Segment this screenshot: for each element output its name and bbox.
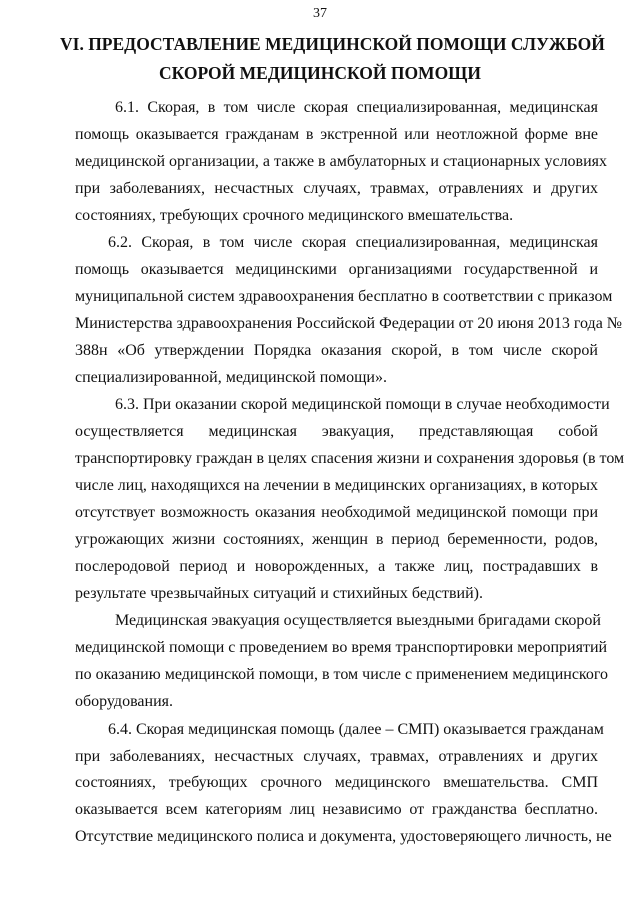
text-line: 6.2. Скорая, в том числе скорая специализированная, медицинская (108, 234, 598, 252)
text-line: 6.1. Скорая, в том числе скорая специализированная, медицинская (115, 99, 598, 116)
text-line: Министерства здравоохранения Российской Федерации от 20 июня 2013 года № (75, 314, 623, 332)
text-line: результате чрезвычайных ситуаций и стихийных бедствий). (75, 584, 483, 602)
text-line: оказывается всем категориям лиц независимо от гражданства бесплатно. (75, 801, 598, 819)
paragraph-evacuation (75, 608, 609, 716)
paragraph-6-1 (75, 95, 608, 229)
text-line: числе лиц, находящихся на лечении в медицинских организациях, в которых (75, 477, 598, 495)
paragraph-6-3 (75, 392, 625, 607)
heading-line: СКОРОЙ МЕДИЦИНСКОЙ ПОМОЩИ (158, 63, 482, 83)
paragraph-6-4 (75, 717, 612, 851)
text-line: состояниях, требующих срочного медицинского вмешательства. СМП (75, 774, 598, 792)
text-line: по оказанию медицинской помощи, в том числе с применением медицинского (75, 666, 609, 684)
text-line: отсутствует возможность оказания необходимой медицинской помощи при (75, 503, 598, 521)
text-line: 388н «Об утверждении Порядка оказания скорой, в том числе скорой (75, 341, 598, 359)
text-line: угрожающих жизни состояниях, женщин в период беременности, родов, (75, 530, 598, 548)
text-line: 6.4. Скорая медицинская помощь (далее – СМП) оказывается гражданам (108, 720, 604, 738)
text-line: оборудования. (75, 692, 173, 710)
text-line: медицинской организации, а также в амбулаторных и стационарных условиях (75, 152, 608, 170)
section-heading (60, 30, 605, 88)
document-body (75, 95, 625, 852)
text-line: при заболеваниях, несчастных случаях, травмах, отравлениях и других (75, 179, 598, 197)
text-line: специализированной, медицинской помощи». (75, 368, 387, 386)
text-line: осуществляется медицинская эвакуация, представляющая собой (75, 423, 598, 441)
text-line: помощь оказывается гражданам в экстренной или неотложной форме вне (75, 125, 598, 143)
text-line: состояниях, требующих срочного медицинского вмешательства. (75, 206, 514, 224)
heading-line: VI. ПРЕДОСТАВЛЕНИЕ МЕДИЦИНСКОЙ ПОМОЩИ СЛУЖБОЙ (60, 34, 605, 54)
text-line: при заболеваниях, несчастных случаях, травмах, отравлениях и других (75, 747, 598, 765)
paragraph-6-2 (75, 230, 623, 391)
text-line: муниципальной систем здравоохранения бесплатно в соответствии с приказом (75, 288, 613, 306)
text-line: помощь оказывается медицинскими организациями государственной и (75, 261, 598, 279)
page-number: 37 (313, 6, 327, 21)
text-line: транспортировку граждан в целях спасения жизни и сохранения здоровья (в том (75, 450, 625, 468)
text-line: Медицинская эвакуация осуществляется выездными бригадами скорой (115, 612, 601, 630)
text-line: 6.3. При оказании скорой медицинской помощи в случае необходимости (115, 396, 610, 414)
text-line: послеродовой период и новорожденных, а также лиц, пострадавших в (75, 557, 598, 575)
text-line: медицинской помощи с проведением во время транспортировки мероприятий (75, 639, 608, 657)
text-line: Отсутствие медицинского полиса и документа, удостоверяющего личность, не (75, 828, 612, 846)
